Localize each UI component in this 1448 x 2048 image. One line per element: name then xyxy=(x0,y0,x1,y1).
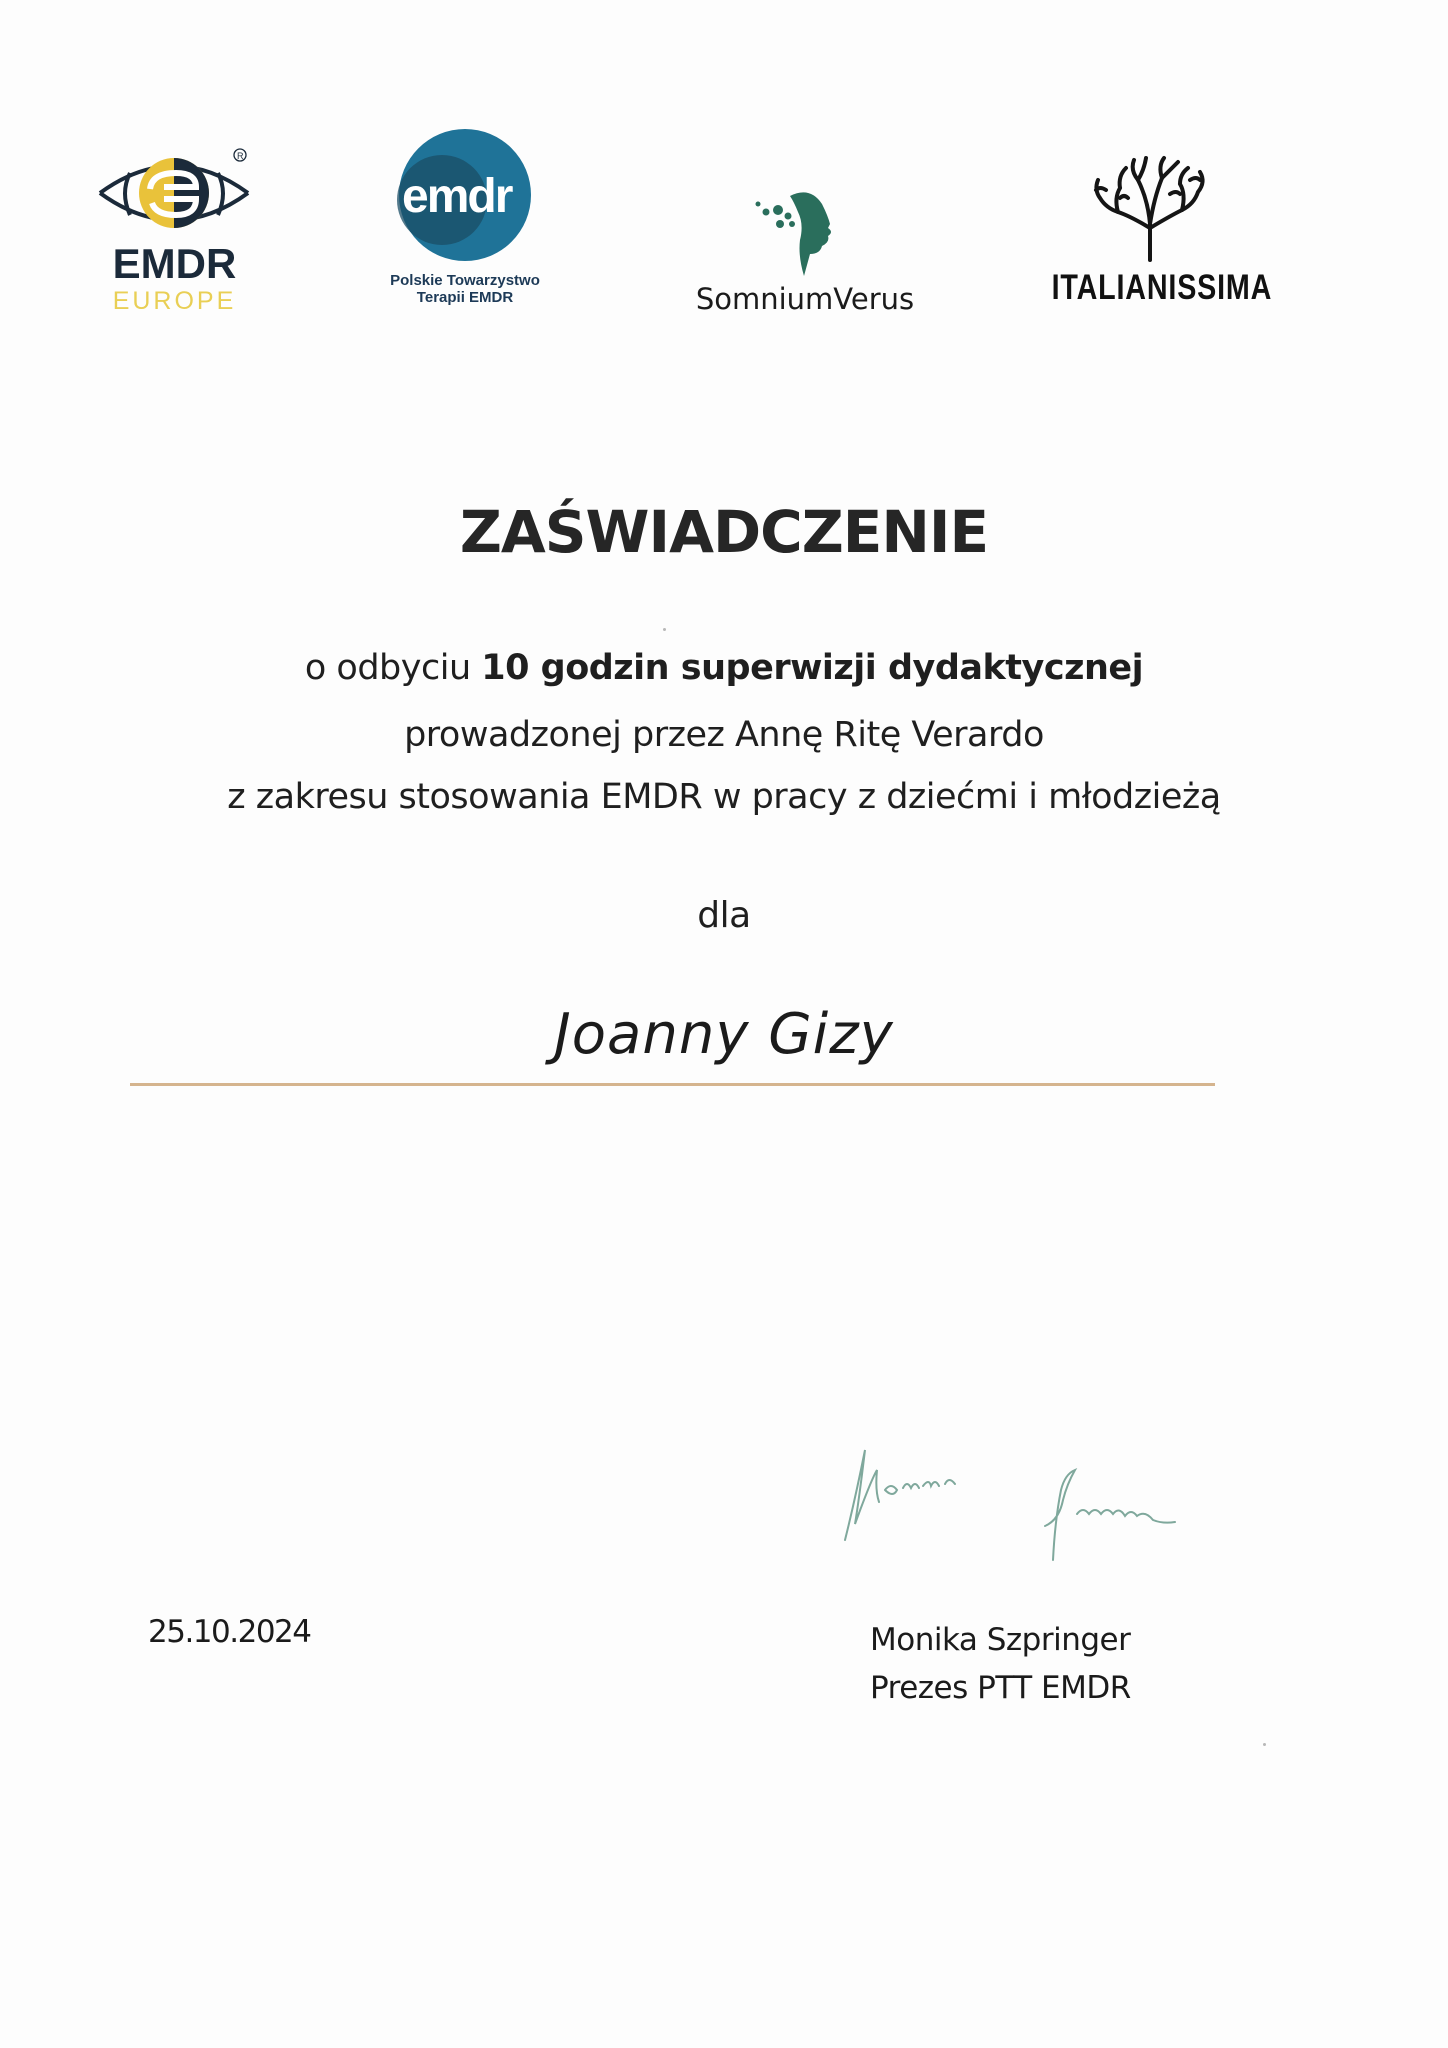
scan-speck xyxy=(1263,1743,1266,1746)
certificate-line-3: z zakresu stosowania EMDR w pracy z dziećmi i młodzieżą xyxy=(227,777,1221,817)
svg-text:R: R xyxy=(237,151,244,161)
svg-text:emdr: emdr xyxy=(402,170,512,223)
tree-brain-icon xyxy=(1030,150,1270,265)
emdr-circle-icon xyxy=(380,120,550,265)
handwritten-signature-icon xyxy=(815,1440,1285,1570)
ptt-emdr-caption xyxy=(380,272,550,306)
certificate-title: ZAŚWIADCZENIE xyxy=(459,498,989,566)
emdr-europe-subword: EUROPE xyxy=(112,287,237,315)
somnium-verus-logo xyxy=(670,190,940,320)
italianissima-wordmark: ITALIANISSIMA xyxy=(1051,268,1273,307)
issue-date: 25.10.2024 xyxy=(148,1614,311,1650)
line-1-emphasis: 10 godzin superwizji dydaktycznej xyxy=(481,648,1144,688)
ptt-emdr-logo xyxy=(380,120,550,320)
signature xyxy=(815,1440,1285,1570)
caption-line-1: Polskie Towarzystwo xyxy=(390,272,540,289)
emdr-europe-logo xyxy=(92,145,257,315)
caption-line-2: Terapii EMDR xyxy=(416,289,514,306)
line-1-prefix: o odbyciu xyxy=(304,648,482,688)
signer-name: Monika Szpringer xyxy=(870,1622,1131,1658)
signer-block xyxy=(870,1616,1131,1712)
certificate-line-1 xyxy=(0,648,1448,688)
signer-title: Prezes PTT EMDR xyxy=(870,1670,1131,1706)
head-profile-icon xyxy=(670,190,940,280)
emdr-europe-wordmark: EMDR xyxy=(112,240,237,287)
somnium-verus-wordmark: SomniumVerus xyxy=(695,282,915,316)
italianissima-logo xyxy=(1030,150,1273,320)
scan-speck xyxy=(663,628,666,631)
eye-logo-icon xyxy=(92,145,257,240)
recipient-name: Joanny Gizy xyxy=(554,1002,894,1067)
certificate-line-2: prowadzonej przez Annę Ritę Verardo xyxy=(404,715,1044,755)
recipient-underline xyxy=(130,1083,1215,1086)
for-label: dla xyxy=(697,895,751,936)
